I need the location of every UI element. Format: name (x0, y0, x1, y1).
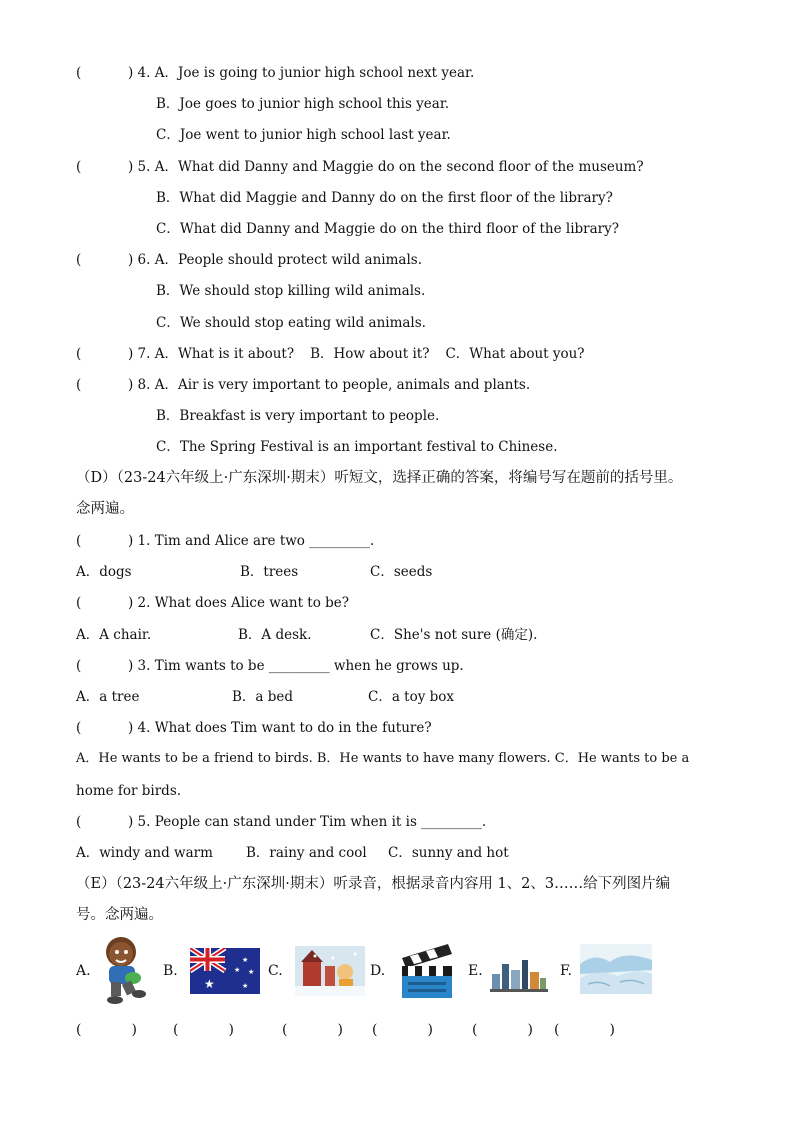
option-c: C．She's not sure (确定). (370, 627, 538, 643)
option-b: B．A desk. (238, 627, 312, 643)
option-a: A．A chair. (76, 627, 152, 643)
option-c: C．sunny and hot (388, 845, 509, 861)
answer-paren: ( (76, 159, 82, 175)
bracket-close: ) (427, 1022, 433, 1038)
options-d4: A．He wants to be a friend to birds. B．He wants to have many flowers. C．He wants to be a (76, 751, 690, 766)
svg-text:★: ★ (234, 966, 241, 974)
section-d-heading-cont: 念两遍。 (76, 501, 134, 517)
picture-label-a: A. (76, 963, 91, 979)
section-d-heading: （D）（23-24六年级上·广东深圳·期末）听短文，选择正确的答案，将编号写在题前的括号里。 (76, 470, 683, 486)
option-a: Air is very important to people, animals and plants. (177, 377, 531, 393)
answer-bracket-1[interactable] (76, 1022, 137, 1038)
question-d4 (76, 719, 432, 737)
option-a: A．windy and warm (76, 845, 213, 861)
answer-paren: ( (76, 346, 82, 362)
bracket-open: ( (472, 1022, 478, 1038)
bracket-open: ( (554, 1022, 560, 1038)
option-b: B．How about it? (310, 346, 430, 362)
option-b: B．Breakfast is very important to people. (156, 408, 440, 424)
options-d4-cont: home for birds. (76, 783, 182, 799)
question-d2 (76, 594, 349, 612)
city-skyline-picture (490, 958, 548, 992)
question-number: ) 4. A． (128, 65, 178, 81)
option-b: B．rainy and cool (246, 845, 367, 861)
option-c: C．What did Danny and Maggie do on the third floor of the library? (156, 221, 619, 237)
option-c: C．seeds (370, 564, 433, 580)
answer-paren: ( (76, 720, 82, 736)
svg-text:★: ★ (242, 982, 249, 990)
bracket-open: ( (173, 1022, 179, 1038)
answer-bracket-2[interactable] (173, 1022, 234, 1038)
answer-paren: ( (76, 252, 82, 268)
picture-label-e: E. (468, 963, 483, 979)
answer-paren: ( (76, 595, 82, 611)
option-b: B．a bed (232, 689, 294, 705)
option-c: C．What about you? (445, 346, 585, 362)
answer-paren: ( (76, 658, 82, 674)
option-a: What is it about? (177, 346, 295, 362)
option-b: B．trees (240, 564, 299, 580)
option-a: Joe is going to junior high school next year. (177, 65, 475, 81)
question-number: ) 8. A． (128, 377, 178, 393)
question-stem: ) 4. What does Tim want to do in the future? (128, 720, 432, 736)
option-c: C．We should stop eating wild animals. (156, 315, 426, 331)
boy-running-picture (97, 934, 155, 1008)
question-stem: ) 3. Tim wants to be _________ when he grows up. (128, 658, 464, 674)
australia-flag-picture (190, 948, 260, 994)
snowy-landscape-picture (580, 944, 652, 994)
option-c: C．Joe went to junior high school last year. (156, 127, 451, 143)
question-stem: ) 1. Tim and Alice are two _________. (128, 533, 375, 549)
question-stem: ) 5. People can stand under Tim when it is _________. (128, 814, 487, 830)
bracket-close: ) (337, 1022, 343, 1038)
svg-text:★: ★ (248, 968, 255, 976)
picture-label-d: D. (370, 963, 386, 979)
bracket-close: ) (609, 1022, 615, 1038)
answer-bracket-5[interactable] (472, 1022, 533, 1038)
question-number: ) 7. A． (128, 346, 178, 362)
question-c8 (76, 376, 530, 394)
question-stem: ) 2. What does Alice want to be? (128, 595, 349, 611)
svg-text:★: ★ (204, 977, 215, 991)
answer-paren: ( (76, 533, 82, 549)
picture-label-f: F. (560, 963, 572, 979)
question-number: ) 6. A． (128, 252, 178, 268)
bracket-close: ) (131, 1022, 137, 1038)
option-a: A．a tree (76, 689, 140, 705)
question-d1 (76, 532, 374, 550)
answer-paren: ( (76, 377, 82, 393)
option-b: B．We should stop killing wild animals. (156, 283, 426, 299)
option-c: C．a toy box (368, 689, 455, 705)
option-b: B．What did Maggie and Danny do on the first floor of the library? (156, 190, 613, 206)
answer-paren: ( (76, 814, 82, 830)
question-c7 (76, 345, 585, 363)
bracket-open: ( (76, 1022, 82, 1038)
section-e-heading: （E）（23-24六年级上·广东深圳·期末）听录音，根据录音内容用 1、2、3……给下列图片编 (76, 876, 671, 892)
option-a: A．dogs (76, 564, 132, 580)
question-c5 (76, 158, 644, 176)
snowy-building-picture (295, 946, 365, 996)
question-number: ) 5. A． (128, 159, 178, 175)
answer-paren: ( (76, 65, 82, 81)
question-d5 (76, 813, 486, 831)
question-d3 (76, 657, 464, 675)
option-c: C．The Spring Festival is an important festival to Chinese. (156, 439, 558, 455)
question-c6 (76, 251, 422, 269)
bracket-open: ( (372, 1022, 378, 1038)
option-a: What did Danny and Maggie do on the second floor of the museum? (177, 159, 644, 175)
bracket-open: ( (282, 1022, 288, 1038)
picture-label-b: B. (163, 963, 178, 979)
bracket-close: ) (527, 1022, 533, 1038)
answer-bracket-3[interactable] (282, 1022, 343, 1038)
svg-text:★: ★ (242, 956, 249, 964)
question-c4 (76, 64, 474, 82)
bracket-close: ) (228, 1022, 234, 1038)
answer-bracket-4[interactable] (372, 1022, 433, 1038)
answer-bracket-6[interactable] (554, 1022, 615, 1038)
clapperboard-picture (398, 942, 456, 1000)
option-a: People should protect wild animals. (177, 252, 422, 268)
picture-label-c: C. (268, 963, 283, 979)
option-b: B．Joe goes to junior high school this year. (156, 96, 450, 112)
section-e-heading-cont: 号。念两遍。 (76, 907, 163, 923)
